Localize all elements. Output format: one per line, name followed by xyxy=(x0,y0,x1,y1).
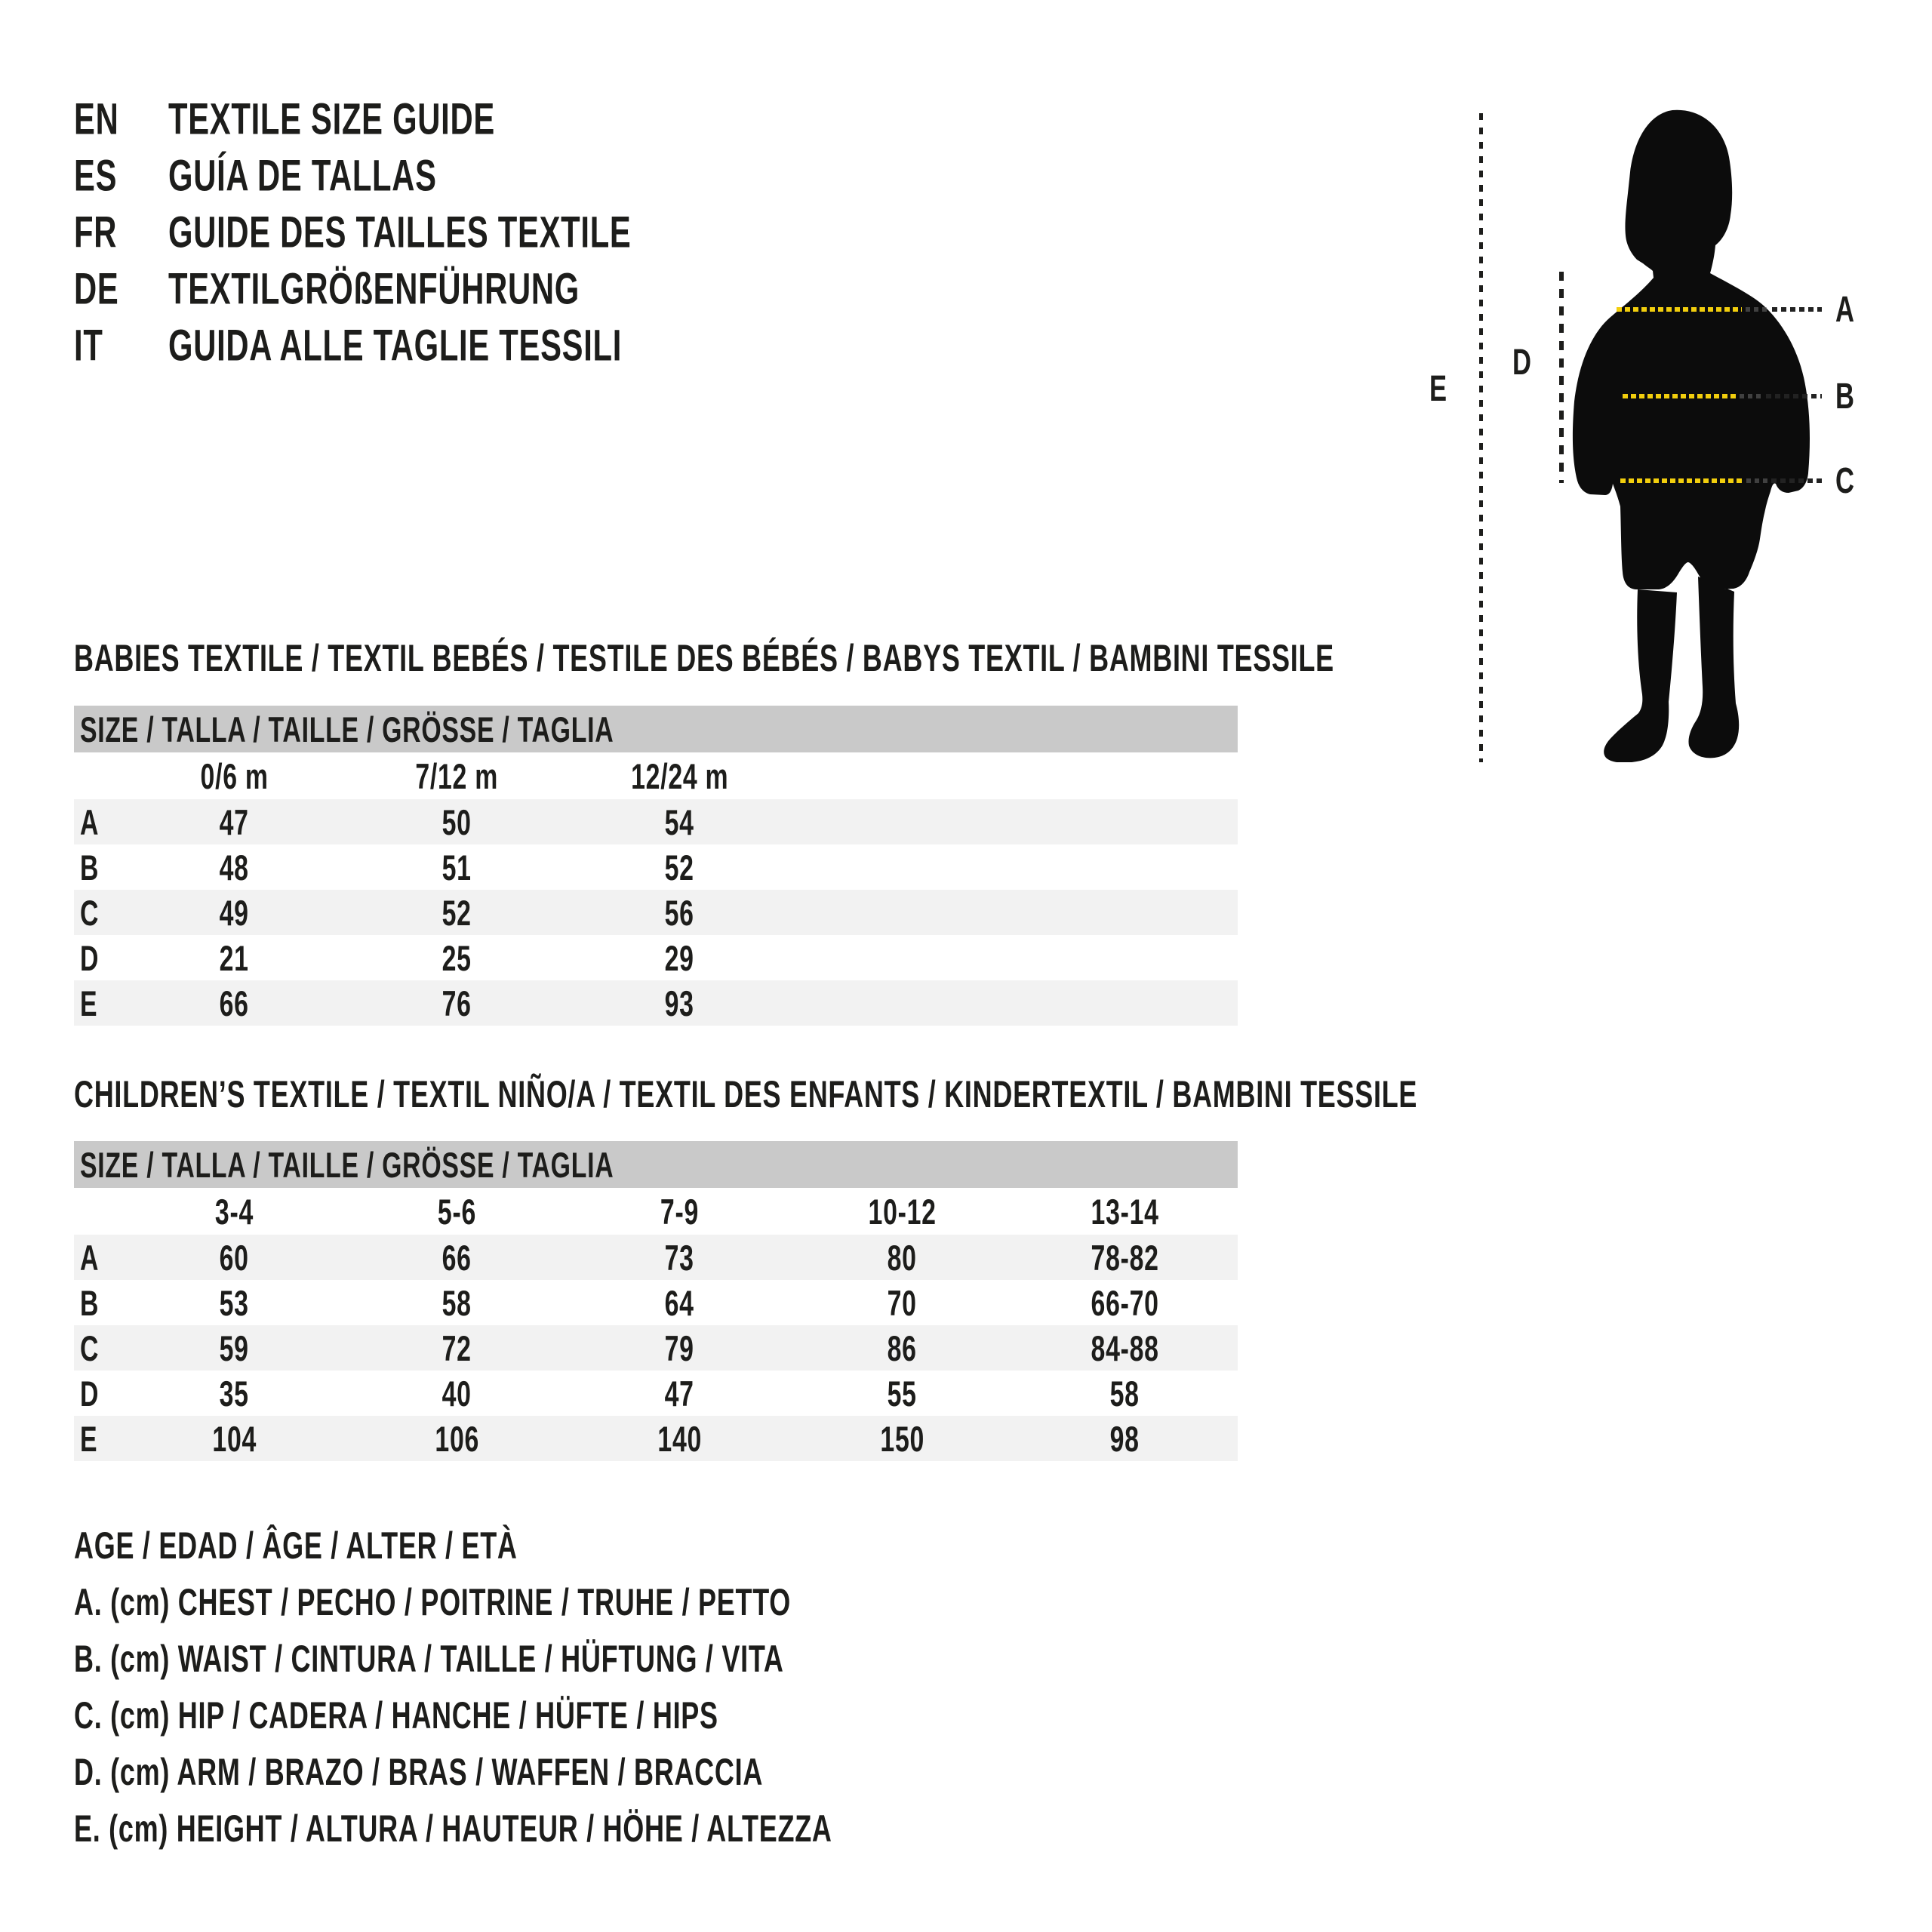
table-cell xyxy=(123,844,346,890)
table-cell xyxy=(791,1235,1014,1280)
row-label-text: B xyxy=(80,847,100,888)
chest-line-dark xyxy=(1772,307,1822,312)
row-label-text: A xyxy=(80,1237,100,1278)
table-cell-text: 21 xyxy=(219,937,250,978)
column-header-text: 0/6 m xyxy=(200,755,269,796)
table-cell xyxy=(791,1325,1014,1371)
row-label-text: C xyxy=(80,1327,100,1368)
table-cell-text: 76 xyxy=(441,983,472,1023)
table-cell xyxy=(568,1325,791,1371)
children-table xyxy=(74,1141,1238,1461)
table-cell-text: 53 xyxy=(219,1282,250,1323)
row-label xyxy=(74,890,123,935)
table-cell-text: 59 xyxy=(219,1327,250,1368)
row-label xyxy=(74,980,123,1026)
column-header xyxy=(123,752,346,799)
row-label xyxy=(74,1416,123,1461)
legend-text: AGE / EDAD / ÂGE / ALTER / ETÀ xyxy=(74,1524,518,1567)
legend-text: A. (cm) CHEST / PECHO / POITRINE / TRUHE / PETTO xyxy=(74,1580,791,1623)
table-cell-text: 66 xyxy=(441,1237,472,1278)
table-cell xyxy=(346,1235,568,1280)
table-cell xyxy=(568,1280,791,1325)
hip-line-dark xyxy=(1771,478,1822,483)
language-title: TEXTILE SIZE GUIDE xyxy=(168,94,495,143)
legend-line-1 xyxy=(74,1574,1069,1630)
language-title: GUÍA DE TALLAS xyxy=(168,151,437,200)
table-cell xyxy=(346,935,568,980)
legend-line-0 xyxy=(74,1517,690,1574)
table-cell-text: 93 xyxy=(664,983,695,1023)
table-cell-text: 48 xyxy=(219,847,250,888)
legend-text: E. (cm) HEIGHT / ALTURA / HAUTEUR / HÖHE / ALTEZZA xyxy=(74,1807,832,1850)
measure-label-C: C xyxy=(1835,460,1855,501)
table-cell-text: 49 xyxy=(219,892,250,933)
table-cell xyxy=(568,980,791,1026)
column-header-spacer xyxy=(74,1188,123,1235)
language-row-de xyxy=(74,260,980,317)
table-cell xyxy=(568,935,791,980)
row-label-text: E xyxy=(80,983,98,1023)
table-cell xyxy=(123,980,346,1026)
column-header-row xyxy=(74,752,1238,799)
table-cell xyxy=(568,799,791,844)
table-cell xyxy=(568,1235,791,1280)
language-code: FR xyxy=(74,208,118,257)
language-code: IT xyxy=(74,321,103,370)
table-cell-text: 140 xyxy=(657,1418,702,1459)
chest-line-yellow xyxy=(1617,307,1742,312)
language-code: EN xyxy=(74,94,119,143)
table-cell-text: 51 xyxy=(441,847,472,888)
table-cell xyxy=(568,1416,791,1461)
legend-line-4 xyxy=(74,1743,1031,1800)
table-cell xyxy=(346,1416,568,1461)
column-header-text: 5-6 xyxy=(437,1191,477,1232)
table-cell-text: 106 xyxy=(435,1418,479,1459)
table-cell-text: 55 xyxy=(887,1373,918,1414)
language-row-it xyxy=(74,317,980,374)
waist-line-fade xyxy=(1740,394,1762,398)
column-header-text: 7-9 xyxy=(660,1191,700,1232)
size-header-bar xyxy=(74,1141,1238,1188)
table-cell xyxy=(346,1280,568,1325)
table-cell-text: 79 xyxy=(664,1327,695,1368)
language-row-es xyxy=(74,147,980,204)
table-cell xyxy=(791,1371,1014,1416)
table-row-C xyxy=(74,1325,1238,1371)
table-row-A xyxy=(74,1235,1238,1280)
children-section-title: CHILDREN’S TEXTILE / TEXTIL NIÑO/A / TEXTIL DES ENFANTS / KINDERTEXTIL / BAMBINI TESSILE xyxy=(74,1073,1418,1115)
table-row-E xyxy=(74,1416,1238,1461)
table-cell-text: 50 xyxy=(441,801,472,842)
waist-line-yellow xyxy=(1623,394,1736,398)
table-cell xyxy=(1014,1235,1236,1280)
column-header-text: 10-12 xyxy=(868,1191,937,1232)
table-cell xyxy=(1014,1416,1236,1461)
table-cell-text: 84-88 xyxy=(1091,1327,1159,1368)
table-cell xyxy=(1014,1280,1236,1325)
table-cell xyxy=(123,935,346,980)
row-label-text: D xyxy=(80,937,100,978)
table-cell-text: 58 xyxy=(1109,1373,1140,1414)
row-label xyxy=(74,935,123,980)
table-cell-text: 52 xyxy=(664,847,695,888)
row-label xyxy=(74,1280,123,1325)
table-cell-text: 66-70 xyxy=(1091,1282,1159,1323)
column-header xyxy=(346,752,568,799)
table-cell xyxy=(346,844,568,890)
table-cell xyxy=(568,890,791,935)
table-cell xyxy=(346,980,568,1026)
language-title: GUIDE DES TAILLES TEXTILE xyxy=(168,208,632,257)
table-cell-text: 86 xyxy=(887,1327,918,1368)
measure-label-A: A xyxy=(1835,289,1855,330)
size-header-bar xyxy=(74,706,1238,752)
table-cell xyxy=(346,1371,568,1416)
column-header xyxy=(568,752,791,799)
column-header-text: 13-14 xyxy=(1091,1191,1159,1232)
column-header-text: 12/24 m xyxy=(630,755,729,796)
table-row-B xyxy=(74,844,1238,890)
table-cell-text: 54 xyxy=(664,801,695,842)
table-cell-text: 64 xyxy=(664,1282,695,1323)
size-header-text: SIZE / TALLA / TAILLE / GRÖSSE / TAGLIA xyxy=(80,709,614,749)
measure-label-D: D xyxy=(1512,342,1532,383)
measure-label-E: E xyxy=(1429,368,1447,409)
table-cell xyxy=(123,1235,346,1280)
table-row-B xyxy=(74,1280,1238,1325)
table-cell-text: 60 xyxy=(219,1237,250,1278)
table-row-A xyxy=(74,799,1238,844)
table-row-E xyxy=(74,980,1238,1026)
legend-line-5 xyxy=(74,1800,1127,1857)
language-row-fr xyxy=(74,204,980,260)
table-row-C xyxy=(74,890,1238,935)
table-cell-text: 104 xyxy=(212,1418,257,1459)
row-label xyxy=(74,1325,123,1371)
table-cell-text: 78-82 xyxy=(1091,1237,1159,1278)
table-cell xyxy=(123,799,346,844)
table-cell xyxy=(791,1416,1014,1461)
column-header xyxy=(1014,1188,1236,1235)
table-cell-text: 73 xyxy=(664,1237,695,1278)
table-cell-text: 29 xyxy=(664,937,695,978)
table-cell xyxy=(568,1371,791,1416)
table-cell xyxy=(1014,1325,1236,1371)
row-label xyxy=(74,799,123,844)
column-header xyxy=(346,1188,568,1235)
table-cell-text: 52 xyxy=(441,892,472,933)
table-cell xyxy=(346,1325,568,1371)
table-cell xyxy=(791,1280,1014,1325)
table-cell xyxy=(123,1325,346,1371)
hip-line-fade xyxy=(1746,478,1767,483)
table-cell-text: 58 xyxy=(441,1282,472,1323)
table-cell xyxy=(346,890,568,935)
table-cell-text: 98 xyxy=(1109,1418,1140,1459)
measure-label-B: B xyxy=(1835,376,1855,417)
column-header-spacer xyxy=(74,752,123,799)
table-cell xyxy=(123,1371,346,1416)
column-header xyxy=(123,1188,346,1235)
table-cell xyxy=(346,799,568,844)
table-cell xyxy=(1014,1371,1236,1416)
row-label xyxy=(74,844,123,890)
column-header-text: 3-4 xyxy=(214,1191,254,1232)
legend-text: B. (cm) WAIST / CINTURA / TAILLE / HÜFTUNG / VITA xyxy=(74,1637,784,1680)
table-cell xyxy=(123,1280,346,1325)
legend-text: C. (cm) HIP / CADERA / HANCHE / HÜFTE / HIPS xyxy=(74,1694,718,1737)
table-cell-text: 47 xyxy=(664,1373,695,1414)
table-cell-text: 40 xyxy=(441,1373,472,1414)
table-cell-text: 70 xyxy=(887,1282,918,1323)
table-cell-text: 66 xyxy=(219,983,250,1023)
row-label-text: D xyxy=(80,1373,100,1414)
row-label xyxy=(74,1371,123,1416)
legend-line-3 xyxy=(74,1687,969,1743)
column-header xyxy=(791,1188,1014,1235)
language-code: DE xyxy=(74,264,119,313)
language-title: TEXTILGRÖßENFÜHRUNG xyxy=(168,264,580,313)
row-label-text: B xyxy=(80,1282,100,1323)
table-cell-text: 47 xyxy=(219,801,250,842)
row-label-text: A xyxy=(80,801,100,842)
language-code: ES xyxy=(74,151,118,200)
column-header-text: 7/12 m xyxy=(415,755,499,796)
row-label-text: E xyxy=(80,1418,98,1459)
table-cell-text: 25 xyxy=(441,937,472,978)
row-label xyxy=(74,1235,123,1280)
table-row-D xyxy=(74,935,1238,980)
legend-line-2 xyxy=(74,1630,1060,1687)
babies-section-title: BABIES TEXTILE / TEXTIL BEBÉS / TESTILE DES BÉBÉS / BABYS TEXTIL / BAMBINI TESSILE xyxy=(74,637,1334,679)
size-header-text: SIZE / TALLA / TAILLE / GRÖSSE / TAGLIA xyxy=(80,1144,614,1185)
table-cell xyxy=(568,844,791,890)
legend-text: D. (cm) ARM / BRAZO / BRAS / WAFFEN / BRACCIA xyxy=(74,1750,764,1793)
language-title: GUIDA ALLE TAGLIE TESSILI xyxy=(168,321,623,370)
waist-line-dark xyxy=(1766,394,1822,398)
table-cell-text: 56 xyxy=(664,892,695,933)
table-cell-text: 35 xyxy=(219,1373,250,1414)
table-cell xyxy=(123,890,346,935)
column-header-row xyxy=(74,1188,1238,1235)
column-header xyxy=(568,1188,791,1235)
table-row-D xyxy=(74,1371,1238,1416)
table-cell xyxy=(123,1416,346,1461)
row-label-text: C xyxy=(80,892,100,933)
table-cell-text: 150 xyxy=(880,1418,924,1459)
hip-line-yellow xyxy=(1620,478,1743,483)
language-row-en xyxy=(74,91,980,147)
babies-table xyxy=(74,706,1238,1026)
chest-line-fade xyxy=(1746,307,1768,312)
table-cell-text: 72 xyxy=(441,1327,472,1368)
table-cell-text: 80 xyxy=(887,1237,918,1278)
